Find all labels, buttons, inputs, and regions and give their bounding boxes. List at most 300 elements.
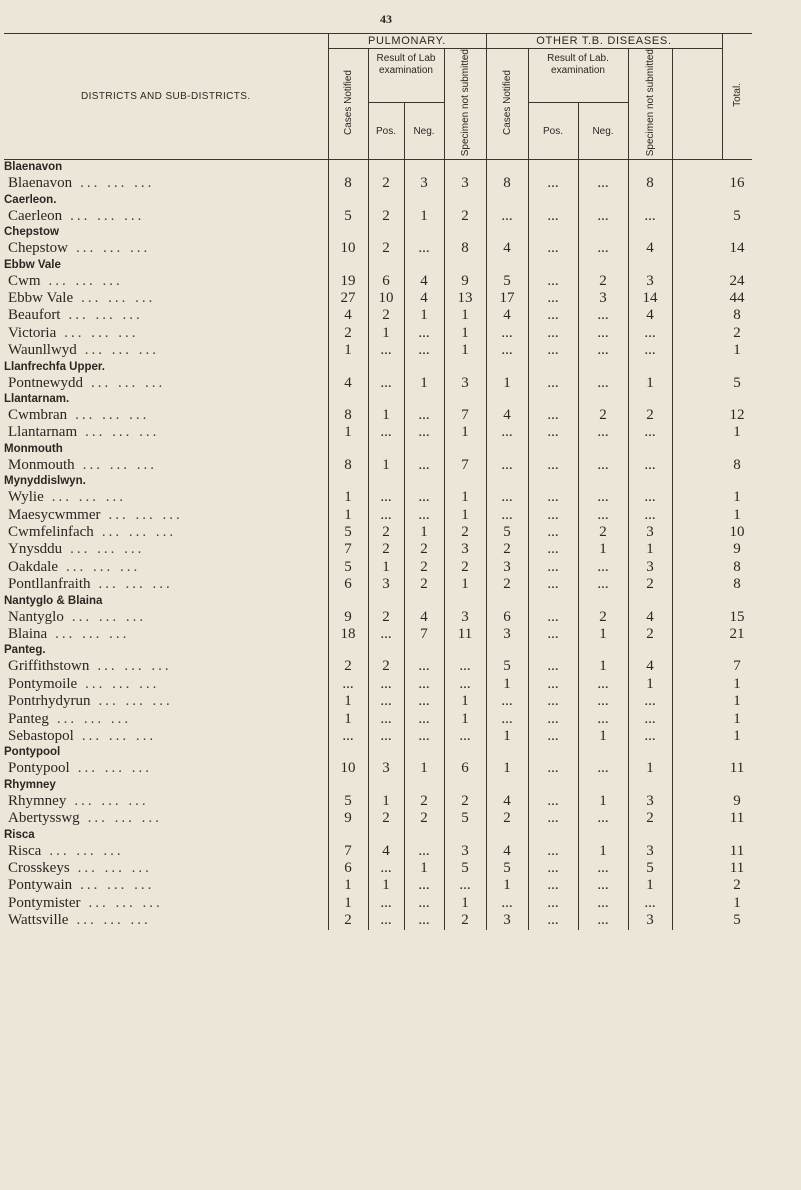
value-cell: ... [444,728,486,745]
value-cell: 2 [328,658,368,675]
value-cell: 4 [486,240,528,257]
value-cell: 5 [328,524,368,541]
value-cell: 2 [368,810,404,827]
empty-cell [368,392,404,407]
leader-dots: ... ... ... [87,810,162,827]
table-row [4,342,752,359]
value-cell: 3 [628,273,672,290]
empty-cell [328,360,368,375]
value-cell: ... [404,489,444,506]
value-cell: 3 [486,559,528,576]
value-cell: 9 [733,792,741,809]
value-cell: 1 [328,693,368,710]
empty-cell [578,778,628,793]
value-cell: ... [528,240,578,257]
empty-cell [444,392,486,407]
value-cell: ... [578,912,628,929]
value-cell: ... [486,424,528,441]
value-cell: 4 [404,290,444,307]
value-cell: ... [628,342,672,359]
value-cell: 1 [444,342,486,359]
empty-cell [328,225,368,240]
name-cell [4,793,328,810]
spacer-cell [672,626,722,643]
section-heading: Blaenavon [4,161,63,174]
value-cell: ... [578,325,628,342]
value-cell: 11 [444,626,486,643]
value-cell: 6 [444,760,486,777]
district-name: Pontrhydyrun [8,693,91,710]
value-cell: 24 [729,272,745,289]
value-cell: 6 [486,609,528,626]
empty-cell [722,392,752,407]
value-cell: ... [528,541,578,558]
empty-cell [628,225,672,240]
value-cell: 6 [368,273,404,290]
value-cell: ... [528,559,578,576]
value-cell: 8 [733,558,741,575]
value-cell: 2 [444,912,486,929]
section-heading: Mynyddislwyn. [4,475,86,488]
empty-cell [722,442,752,457]
empty-cell [486,745,528,760]
empty-cell [528,193,578,208]
value-cell: 1 [444,307,486,324]
other-neg-header: Neg. [578,103,628,160]
section-heading: Panteg. [4,644,46,657]
name-cell [4,711,328,728]
value-cell: 1 [404,860,444,877]
empty-cell [578,193,628,208]
section-row [4,193,752,208]
table-row [4,208,752,225]
empty-cell [368,193,404,208]
empty-cell [628,360,672,375]
spacer-cell [672,860,722,877]
empty-cell [444,360,486,375]
empty-cell [578,643,628,658]
value-cell: ... [628,895,672,912]
value-cell: 3 [444,175,486,192]
value-cell: 14 [628,290,672,307]
value-cell: 5 [444,810,486,827]
empty-cell [328,392,368,407]
value-cell: ... [578,559,628,576]
leader-dots: ... ... ... [80,877,155,894]
empty-cell [486,360,528,375]
name-cell [4,693,328,710]
leader-dots: ... ... ... [55,626,130,642]
table-row [4,240,752,257]
value-cell: 1 [444,693,486,710]
district-name: Pontymister [8,894,81,911]
value-cell: 4 [628,658,672,675]
value-cell: ... [578,711,628,728]
value-cell: ... [528,273,578,290]
section-heading: Chepstow [4,226,59,239]
empty-cell [444,193,486,208]
empty-cell [578,442,628,457]
empty-cell [722,225,752,240]
empty-cell [444,160,486,176]
spacer-cell [672,240,722,257]
value-cell: 10 [328,760,368,777]
name-cell [4,877,328,894]
spacer-cell [672,375,722,392]
table-row [4,895,752,912]
value-cell: ... [404,843,444,860]
value-cell: 27 [328,290,368,307]
empty-cell [672,225,722,240]
value-cell: ... [404,457,444,474]
leader-dots: ... ... ... [74,792,149,809]
value-cell: 16 [729,175,745,192]
section-row [4,160,752,176]
page-number: 43 [380,12,392,26]
empty-cell [368,225,404,240]
empty-cell [328,745,368,760]
spacer-cell [672,810,722,827]
value-cell: 7 [328,541,368,558]
leader-dots: ... ... ... [80,175,155,192]
value-cell: ... [528,424,578,441]
section-heading: Caerleon. [4,193,57,206]
name-cell [4,457,328,474]
empty-cell [672,778,722,793]
district-name: Cwmfelinfach [8,523,94,540]
value-cell: ... [528,728,578,745]
value-cell: 4 [404,273,444,290]
value-cell: 1 [733,710,741,727]
spacer-cell [672,273,722,290]
empty-cell [578,594,628,609]
value-cell: 8 [733,576,741,593]
name-cell [4,342,328,359]
value-cell: 2 [404,541,444,558]
empty-cell [404,745,444,760]
empty-cell [486,778,528,793]
value-cell: 11 [729,810,745,827]
value-cell: 1 [733,424,741,441]
value-cell: ... [528,307,578,324]
district-name: Risca [8,842,42,859]
empty-cell [528,828,578,843]
value-cell: ... [578,175,628,192]
value-cell: 4 [368,843,404,860]
table-row [4,307,752,324]
value-cell: 2 [404,810,444,827]
empty-cell [328,643,368,658]
district-name: Oakdale [8,558,58,575]
table-row [4,711,752,728]
value-cell: 1 [444,424,486,441]
empty-cell [404,258,444,273]
value-cell: 5 [733,207,741,224]
value-cell: 10 [328,240,368,257]
value-cell: ... [578,860,628,877]
section-heading: Risca [4,828,35,841]
value-cell: ... [486,457,528,474]
empty-cell [528,745,578,760]
value-cell: ... [578,240,628,257]
section-row [4,474,752,489]
value-cell: 1 [328,877,368,894]
empty-cell [368,160,404,176]
value-cell: ... [486,693,528,710]
empty-cell [328,828,368,843]
district-name: Cwmbran [8,406,68,423]
table-row [4,609,752,626]
table-row [4,912,752,929]
empty-cell [328,258,368,273]
value-cell: 1 [444,325,486,342]
spacer-cell [672,559,722,576]
value-cell: 3 [628,912,672,929]
value-cell: 1 [368,325,404,342]
name-cell [4,273,328,290]
value-cell: 1 [733,728,741,745]
value-cell: 11 [729,860,745,877]
value-cell: 1 [404,208,444,225]
value-cell: ... [578,424,628,441]
spacer-cell [672,175,722,192]
empty-cell [486,258,528,273]
section-heading: Rhymney [4,778,56,791]
leader-dots: ... ... ... [101,523,177,540]
value-cell: ... [528,457,578,474]
spacer-header [672,49,722,160]
name-cell [4,559,328,576]
value-cell: 1 [733,894,741,911]
section-row [4,745,752,760]
value-cell: 2 [486,810,528,827]
empty-cell [672,474,722,489]
spacer-cell [672,407,722,424]
value-cell: 8 [328,407,368,424]
value-cell: 2 [404,793,444,810]
empty-cell [672,745,722,760]
section-row [4,778,752,793]
value-cell: ... [368,676,404,693]
empty-cell [578,160,628,176]
name-cell [4,609,328,626]
empty-cell [486,225,528,240]
district-name: Victoria [8,324,57,341]
value-cell: ... [628,693,672,710]
empty-cell [628,258,672,273]
value-cell: 1 [328,711,368,728]
empty-cell [444,778,486,793]
value-cell: 12 [729,406,745,423]
district-name: Crosskeys [8,860,70,877]
value-cell: 2 [578,407,628,424]
district-name: Pontypool [8,760,70,777]
value-cell: ... [578,576,628,593]
district-name: Wattsville [8,912,69,929]
value-cell: 4 [628,307,672,324]
value-cell: ... [368,895,404,912]
value-cell: 1 [486,676,528,693]
empty-cell [528,392,578,407]
spacer-cell [672,541,722,558]
value-cell: ... [528,626,578,643]
value-cell: ... [628,728,672,745]
spacer-cell [672,693,722,710]
value-cell: 9 [328,810,368,827]
value-cell: 5 [628,860,672,877]
empty-cell [404,360,444,375]
pulm-cases-header: Cases Notified [328,49,368,160]
district-name: Chepstow [8,240,68,257]
leader-dots: ... ... ... [91,374,166,391]
value-cell: 5 [328,793,368,810]
value-cell: ... [628,711,672,728]
empty-cell [528,594,578,609]
value-cell: ... [628,489,672,506]
value-cell: 3 [628,524,672,541]
value-cell: ... [578,693,628,710]
value-cell: ... [528,375,578,392]
value-cell: 2 [444,559,486,576]
empty-cell [722,360,752,375]
table-row [4,507,752,524]
name-cell [4,658,328,675]
empty-cell [444,745,486,760]
value-cell: ... [578,307,628,324]
spacer-cell [672,208,722,225]
empty-cell [486,392,528,407]
spacer-cell [672,711,722,728]
value-cell: 3 [628,793,672,810]
value-cell: 2 [328,325,368,342]
value-cell: 1 [578,658,628,675]
empty-cell [404,160,444,176]
value-cell: ... [444,676,486,693]
value-cell: 2 [486,541,528,558]
value-cell: ... [528,342,578,359]
value-cell: ... [628,325,672,342]
value-cell: 3 [444,609,486,626]
value-cell: ... [528,711,578,728]
empty-cell [628,828,672,843]
leader-dots: ... ... ... [48,272,123,289]
empty-cell [528,643,578,658]
value-cell: 1 [486,728,528,745]
empty-cell [368,745,404,760]
value-cell: ... [368,424,404,441]
empty-cell [672,360,722,375]
empty-cell [672,258,722,273]
empty-cell [722,828,752,843]
leader-dots: ... ... ... [75,406,150,423]
value-cell: 2 [444,793,486,810]
value-cell: ... [404,877,444,894]
value-cell: 1 [368,407,404,424]
value-cell: ... [528,524,578,541]
value-cell: ... [528,489,578,506]
value-cell: ... [528,507,578,524]
value-cell: 4 [628,609,672,626]
value-cell: 2 [368,524,404,541]
table-row [4,877,752,894]
empty-cell [722,594,752,609]
empty-cell [672,828,722,843]
name-cell [4,760,328,777]
name-cell [4,325,328,342]
section-heading: Pontypool [4,746,61,759]
value-cell: ... [404,407,444,424]
section-row [4,225,752,240]
value-cell: 1 [444,489,486,506]
value-cell: ... [404,240,444,257]
value-cell: 2 [368,240,404,257]
empty-cell [628,643,672,658]
spacer-cell [672,895,722,912]
section-heading: Ebbw Vale [4,258,61,271]
district-name: Rhymney [8,792,67,809]
value-cell: 4 [486,793,528,810]
empty-cell [486,828,528,843]
value-cell: 13 [444,290,486,307]
district-name: Llantarnam [8,424,78,441]
leader-dots: ... ... ... [65,558,141,575]
district-name: Pontywain [8,877,73,894]
pulmonary-header: PULMONARY. [328,34,486,49]
leader-dots: ... ... ... [68,307,143,324]
value-cell: 2 [578,609,628,626]
value-cell: 1 [628,541,672,558]
value-cell: ... [368,711,404,728]
table-row [4,843,752,860]
empty-cell [528,225,578,240]
empty-cell [486,643,528,658]
value-cell: 1 [578,626,628,643]
value-cell: 8 [328,457,368,474]
table-row [4,407,752,424]
value-cell: 11 [729,760,745,777]
value-cell: 3 [628,843,672,860]
spacer-cell [672,609,722,626]
section-heading: Monmouth [4,442,63,455]
value-cell: 2 [368,307,404,324]
name-cell [4,676,328,693]
table-row [4,524,752,541]
value-cell: 5 [444,860,486,877]
value-cell: 8 [628,175,672,192]
name-cell [4,290,328,307]
value-cell: 15 [729,608,745,625]
pulm-neg-header: Neg. [404,103,444,160]
value-cell: 8 [733,456,741,473]
table-row [4,676,752,693]
value-cell: ... [404,895,444,912]
value-cell: ... [328,676,368,693]
empty-cell [368,643,404,658]
value-cell: 7 [404,626,444,643]
value-cell: 2 [368,609,404,626]
value-cell: 1 [578,541,628,558]
section-row [4,828,752,843]
value-cell: 3 [486,912,528,929]
value-cell: ... [528,843,578,860]
table-row [4,860,752,877]
section-heading: Nantyglo & Blaina [4,594,103,607]
value-cell: 7 [444,407,486,424]
value-cell: 6 [328,860,368,877]
value-cell: ... [368,626,404,643]
empty-cell [368,594,404,609]
value-cell: 4 [328,375,368,392]
